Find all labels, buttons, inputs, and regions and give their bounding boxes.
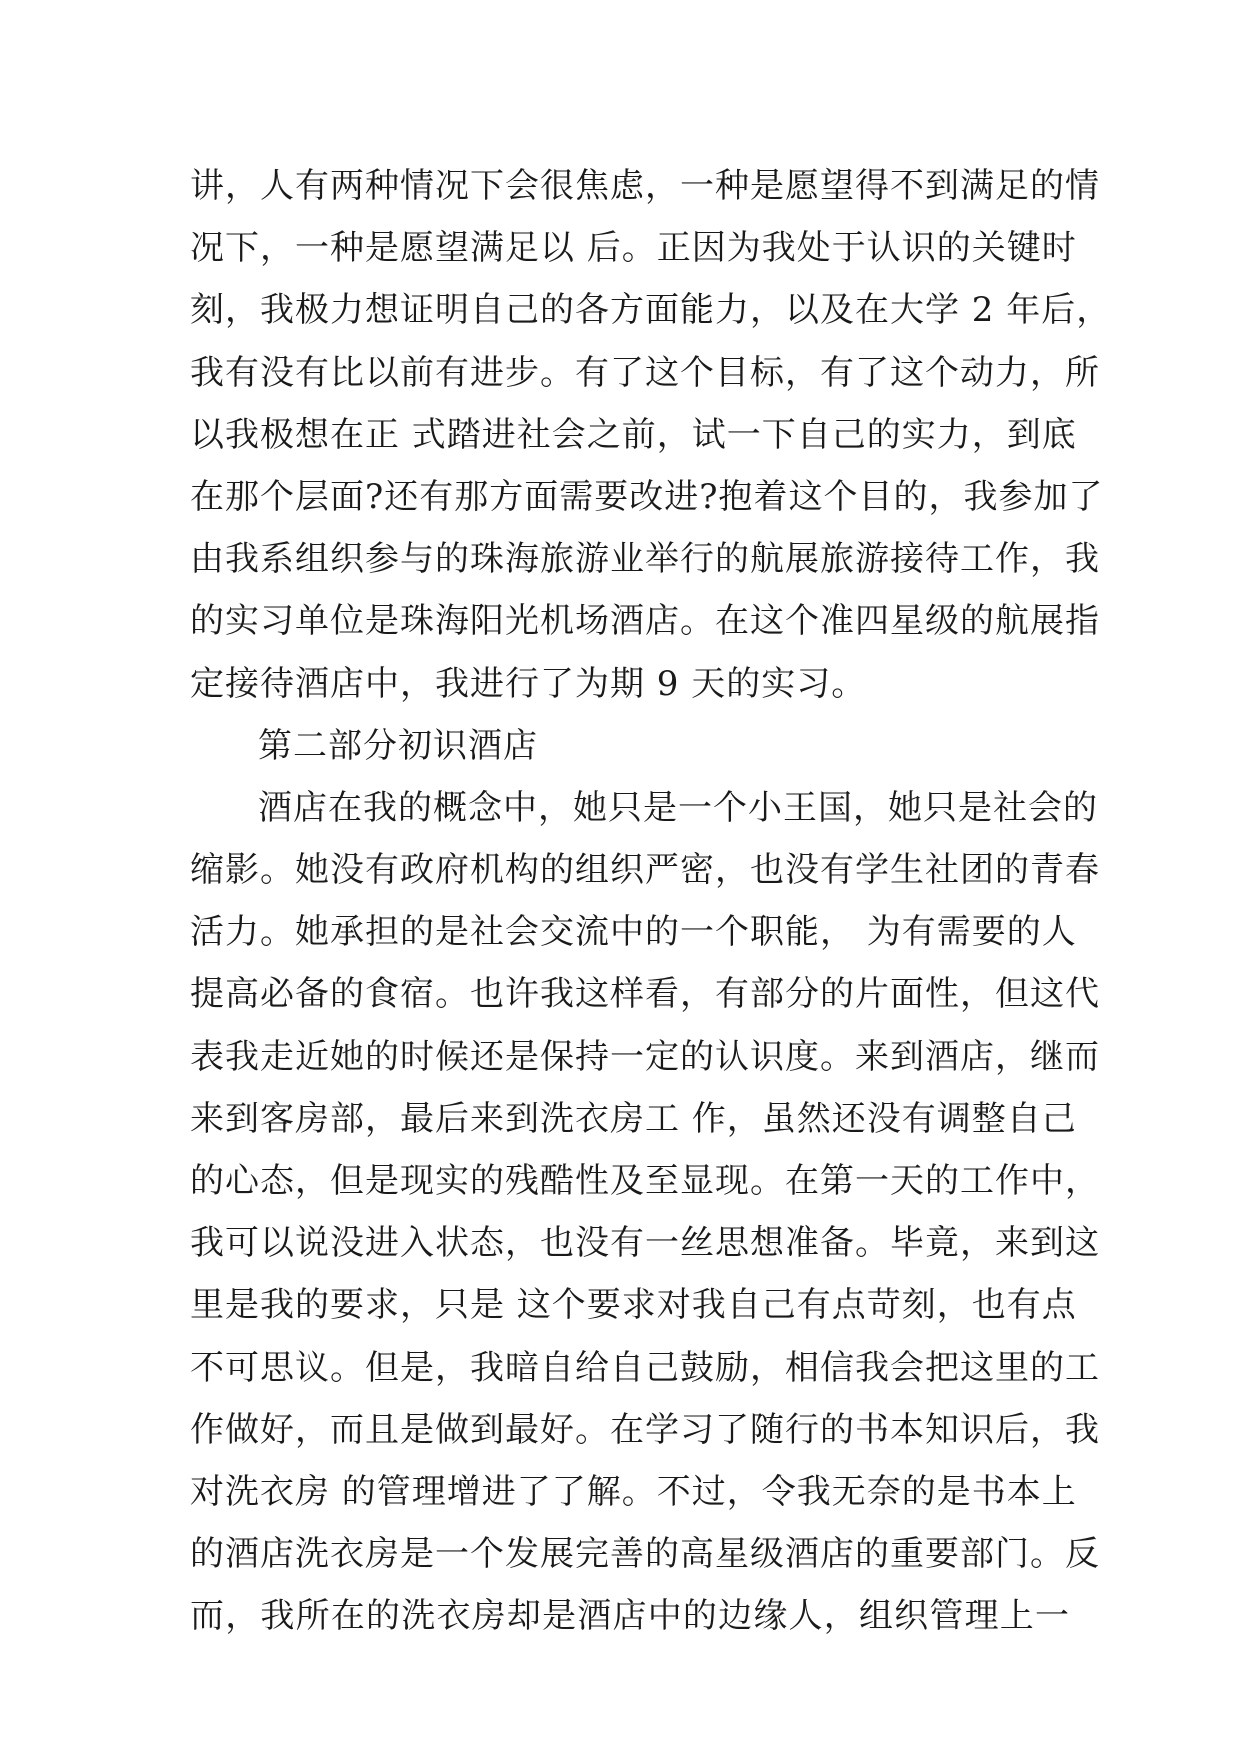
text-line: 的实习单位是珠海阳光机场酒店。在这个准四星级的航展指 [190, 601, 1100, 642]
text-line: 定接待酒店中，我进行了为期 9 天的实习。 [190, 663, 867, 704]
section-heading: 第二部分初识酒店 [258, 725, 538, 766]
text-line: 提高必备的食宿。也许我这样看，有部分的片面性，但这代 [190, 974, 1100, 1015]
text-line: 的酒店洗衣房是一个发展完善的高星级酒店的重要部门。反 [190, 1534, 1100, 1575]
text-line: 酒店在我的概念中，她只是一个小王国，她只是社会的 [258, 787, 1098, 828]
text-line: 在那个层面?还有那方面需要改进?抱着这个目的，我参加了 [190, 476, 1104, 517]
text-line: 我可以说没进入状态，也没有一丝思想准备。毕竟，来到这 [190, 1223, 1100, 1264]
text-line: 由我系组织参与的珠海旅游业举行的航展旅游接待工作，我 [190, 539, 1100, 580]
text-line: 以我极想在正 式踏进社会之前，试一下自己的实力，到底 [190, 414, 1077, 455]
text-line: 里是我的要求，只是 这个要求对我自己有点苛刻，也有点 [190, 1285, 1077, 1326]
text-line: 不可思议。但是，我暗自给自己鼓励，相信我会把这里的工 [190, 1347, 1100, 1388]
text-line: 表我走近她的时候还是保持一定的认识度。来到酒店，继而 [190, 1036, 1100, 1077]
document-body [190, 155, 1112, 1648]
text-line: 而，我所在的洗衣房却是酒店中的边缘人，组织管理上一 [190, 1596, 1070, 1637]
text-line: 缩影。她没有政府机构的组织严密，也没有学生社团的青春 [190, 850, 1100, 891]
text-line: 来到客房部，最后来到洗衣房工 作，虽然还没有调整自己 [190, 1098, 1077, 1139]
text-line: 活力。她承担的是社会交流中的一个职能， 为有需要的人 [190, 912, 1077, 953]
text-line: 刻，我极力想证明自己的各方面能力，以及在大学 2 年后， [190, 290, 1112, 331]
text-line: 讲，人有两种情况下会很焦虑，一种是愿望得不到满足的情 [190, 166, 1100, 206]
text-line: 作做好，而且是做到最好。在学习了随行的书本知识后，我 [190, 1409, 1100, 1450]
text-line: 我有没有比以前有进步。有了这个目标，有了这个动力，所 [190, 352, 1100, 393]
text-line: 的心态，但是现实的残酷性及至显现。在第一天的工作中， [190, 1161, 1100, 1201]
text-line: 况下，一种是愿望满足以 后。正因为我处于认识的关键时 [190, 228, 1077, 269]
text-line: 对洗衣房 的管理增进了了解。不过，令我无奈的是书本上 [190, 1471, 1077, 1512]
